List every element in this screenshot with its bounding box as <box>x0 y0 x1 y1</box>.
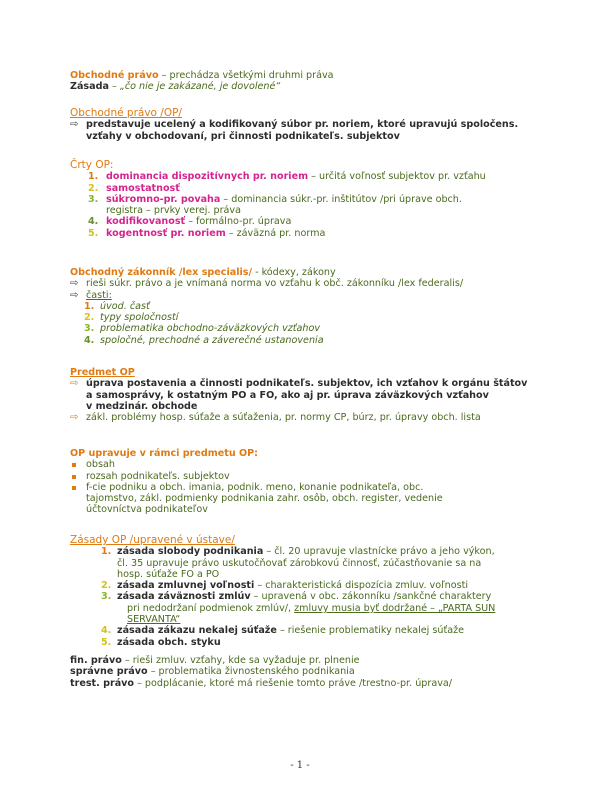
list-text: – charakteristická dispozícia zmluv. voľnosti <box>254 580 469 592</box>
text-line: rieši súkr. právo a je vnímaná norma vo vzťahu k obč. zákonníku /lex federalis/ <box>86 278 464 290</box>
section-op <box>70 108 560 142</box>
list-number: 1. <box>88 171 99 183</box>
text-line: vzťahy v obchodovaní, pri činnosti podnikateľs. subjektov <box>86 130 400 142</box>
arrow-icon: ⇨ <box>70 278 79 290</box>
heading-note: - kódexy, zákony <box>252 267 336 278</box>
list-number: 4. <box>101 625 112 637</box>
section-oz <box>70 267 560 346</box>
list-text: – záväzná pr. norma <box>225 227 326 239</box>
section-heading: OP upravuje v rámci predmetu OP: <box>70 448 259 459</box>
list-text: typy spoločností <box>100 312 179 324</box>
section-heading: Predmet OP <box>70 367 135 378</box>
definition: – prechádza všetkými druhmi práva <box>158 70 334 81</box>
text-line: úprava postavenia a činnosti podnikateľs. subjektov, ich vzťahov k orgánu štátov <box>86 378 528 390</box>
list-number: 3. <box>88 193 99 205</box>
section-heading: Zásady OP /upravené v ústave/ <box>70 534 235 546</box>
text-line: a samosprávy, k ostatným PO a FO, ako aj pr. úprava záväzkových vzťahov <box>86 389 489 401</box>
list-text: úvod. časť <box>100 300 150 312</box>
list-text: – čl. 20 upravuje vlastnícke právo a jeho výkon, <box>263 546 495 558</box>
list-term: samostatnosť <box>106 182 180 194</box>
list-term: zásada obch. styku <box>117 636 221 648</box>
list-number: 4. <box>88 216 99 228</box>
section-heading: Obchodné právo /OP/ <box>70 107 182 119</box>
text-line: zákl. problémy hosp. súťaže a súťaženia, pr. normy CP, búrz, pr. úpravy obch. lista <box>86 412 481 424</box>
list-term: kodifikovanosť <box>106 216 186 228</box>
term: fin. právo <box>70 655 122 666</box>
list-term: kogentnosť pr. noriem <box>106 227 226 239</box>
list-number: 2. <box>101 580 112 592</box>
arrow-icon: ⇨ <box>70 412 79 424</box>
list-text: problematika obchodno-záväzkových vzťahov <box>100 323 321 335</box>
section-upravuje <box>70 448 560 516</box>
list-number: 5. <box>101 636 112 648</box>
section-heading: Obchodný zákonník /lex specialis/ <box>70 267 253 278</box>
list-text: pri nedodržaní podmienok zmlúv/, <box>127 602 295 614</box>
text-line: v medzinár. obchode <box>86 400 198 412</box>
list-number: 1. <box>101 546 112 558</box>
definition: – rieši zmluv. vzťahy, kde sa vyžaduje pr. plnenie <box>121 655 360 666</box>
list-text: – formálno-pr. úprava <box>185 216 292 228</box>
term: správne právo <box>70 666 148 678</box>
section-other <box>70 655 560 689</box>
term: Obchodné právo <box>70 70 159 81</box>
arrow-icon: ⇨ <box>70 119 79 131</box>
list-text: hosp. súťaže FO a PO <box>117 568 220 580</box>
list-text: registra – prvky verej. práva <box>106 205 241 217</box>
section-heading: Črty OP: <box>70 159 114 171</box>
list-text: čl. 35 upravuje právo uskutočňovať zárobkovú činnosť, zúčastňovanie sa na <box>117 557 482 569</box>
list-text: tajomstvo, zákl. podmienky podnikania zahr. osôb, obch. register, vedenie <box>86 493 443 505</box>
list-text: zmluvy musia byť dodržané – „PARTA SUN <box>294 602 496 614</box>
section-zasady <box>70 535 560 648</box>
bullet-icon <box>72 463 76 467</box>
section-crty <box>70 160 560 239</box>
list-number: 4. <box>84 334 95 346</box>
list-text: – určitá voľnosť subjektov pr. vzťahu <box>308 171 486 183</box>
list-number: 3. <box>84 323 95 335</box>
list-number: 3. <box>101 591 112 603</box>
list-text: SERVANTA“ <box>127 614 181 626</box>
list-term: zásada slobody podnikania <box>117 546 264 558</box>
list-text: rozsah podnikateľs. subjektov <box>86 470 230 482</box>
list-text: účtovníctva podnikateľov <box>86 504 208 516</box>
definition: – „čo nie je zakázané, je dovolené“ <box>108 81 281 93</box>
list-text: – riešenie problematiky nekalej súťaže <box>276 625 465 637</box>
list-term: zásada záväznosti zmlúv <box>117 591 251 603</box>
list-text: f-cie podniku a obch. imania, podnik. meno, konanie podnikateľa, obc. <box>86 481 424 493</box>
list-text: obsah <box>86 459 115 471</box>
list-term: dominancia dispozitívnych pr. noriem <box>106 171 309 183</box>
page-number: - 1 - <box>290 760 310 771</box>
list-number: 5. <box>88 227 99 239</box>
list-number: 2. <box>88 182 99 194</box>
arrow-icon: ⇨ <box>70 289 79 301</box>
section-predmet <box>70 367 560 423</box>
text-line: predstavuje ucelený a kodifikovaný súbor pr. noriem, ktoré upravujú spoločens. <box>86 119 519 131</box>
list-text: – upravená v obc. zákonníku /sankčné charaktery <box>250 591 492 603</box>
list-number: 1. <box>84 300 95 312</box>
term: trest. právo <box>70 677 135 689</box>
list-term: zásada zákazu nekalej súťaže <box>117 625 277 637</box>
list-text: – dominancia súkr.-pr. inštitútov /pri úprave obch. <box>220 193 462 205</box>
term: Zásada <box>70 81 109 93</box>
bullet-icon <box>72 475 76 479</box>
list-term: zásada zmluvnej voľnosti <box>117 580 255 592</box>
text-line: časti: <box>86 289 112 301</box>
list-number: 2. <box>84 312 95 324</box>
definition: – podplácanie, ktoré má riešenie tomto práve /trestno-pr. úprava/ <box>134 677 452 689</box>
list-text: spoločné, prechodné a záverečné ustanovenia <box>100 334 324 346</box>
list-term: súkromno-pr. povaha <box>106 193 221 205</box>
bullet-icon <box>72 486 76 490</box>
arrow-icon: ⇨ <box>70 378 79 390</box>
intro <box>70 70 560 93</box>
definition: – problematika živnostenského podnikania <box>147 666 355 678</box>
